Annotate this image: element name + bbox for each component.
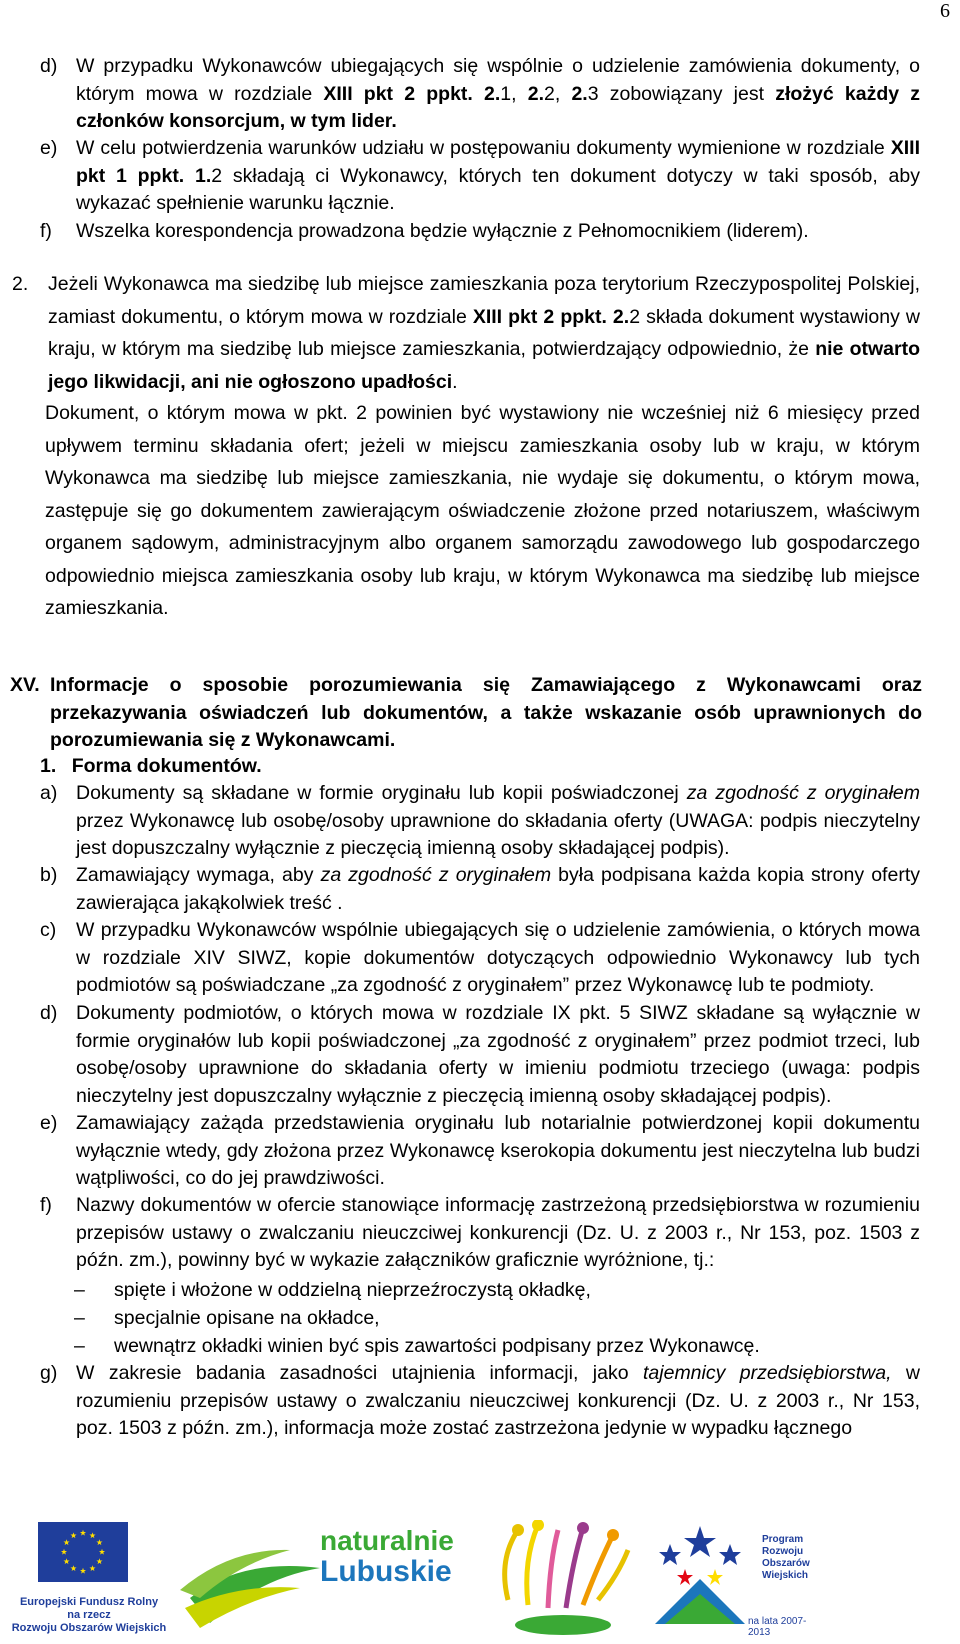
text-run: 2.	[527, 82, 544, 105]
text-run: złożyć każdy z członków konsorcjum, w tym lider.	[76, 82, 921, 132]
eu-caption-line3: Rozwoju Obszarów Wiejskich	[11, 1622, 167, 1634]
prow-stars-icon	[650, 1524, 750, 1634]
prow-line4: Wiejskich	[762, 1570, 809, 1581]
text-run: Zamawiający zażąda przedstawienia oryginału lub notarialnie potwierdzonej kopii dokumentu wyłącznie wtedy, gdy złożona przez Wykonawcę kserokopia dokumentu jest nieczytelna lub budzi wątpliwości, co do jej prawdziwości.	[76, 1112, 920, 1189]
text-run: W przypadku Wykonawców wspólnie ubiegających się o udzielenie zamówienia, o których mowa w rozdziale XIV SIWZ, kopie dokumentów dotyczących odpowiednio Wykonawcy lub tych podmiotów są poświadczane „za zgodność z oryginałem” przez Wykonawcę lub te podmioty.	[76, 919, 920, 996]
dash-marker: –	[74, 1279, 85, 1301]
forma-item-f	[40, 1192, 920, 1275]
dash-marker: –	[74, 1335, 85, 1357]
item-text	[76, 53, 920, 136]
section-title: Informacje o sposobie porozumiewania się Zamawiającego z Wykonawcami oraz przekazywania oświadczeń lub dokumentów, a także wskazanie osób uprawnionych do porozumiewania się z Wykonawcami.	[50, 674, 922, 751]
item-label: f)	[40, 1194, 52, 1216]
text-run: .	[452, 370, 458, 393]
item-text	[76, 862, 920, 917]
item-text	[76, 1000, 920, 1110]
prow-line1: Program	[762, 1534, 804, 1545]
eu-caption-line2: na rzecz	[67, 1609, 111, 1621]
forma-item-g	[40, 1360, 920, 1443]
green-swoosh-icon	[180, 1538, 330, 1628]
text-run: nie otwarto jego likwidacji, ani nie ogłoszono upadłości	[48, 338, 920, 393]
prow-years: na lata 2007-2013	[748, 1616, 807, 1638]
item-text	[76, 135, 920, 218]
dash-item	[74, 1332, 934, 1360]
forma-item-a	[40, 780, 920, 863]
text-run: 2 składa dokument wystawiony w kraju, w którym ma siedzibę lub miejsce zamieszkania, potwierdzający odpowiednio, że	[48, 305, 920, 360]
item-text	[76, 1192, 920, 1275]
eu-caption-line1: Europejski Fundusz Rolny	[19, 1596, 159, 1608]
text-run: w rozumieniu przepisów ustawy o zwalczaniu nieuczciwej konkurencji (Dz. U. z 2003 r., Nr 153, poz. 1503 z późn. zm.), informacja może zostać zastrzeżona jedynie w wypadku łącznego	[76, 1362, 921, 1439]
item-text	[76, 917, 920, 1000]
eu-flag-icon	[38, 1522, 128, 1582]
item-label: e)	[40, 137, 58, 159]
section-2-text	[48, 268, 920, 398]
text-run: za zgodność z oryginałem	[320, 864, 552, 886]
item-label: c)	[40, 919, 57, 941]
dash-item	[74, 1304, 934, 1332]
list-item-e	[40, 135, 920, 218]
item-label: d)	[40, 1002, 58, 1024]
text-run: W celu potwierdzenia warunków udziału w postępowaniu dokumenty wymienione w rozdziale	[76, 137, 891, 159]
item-label: a)	[40, 782, 58, 804]
text-run: 2 składają ci Wykonawcy, których ten dokument dotyczy w taki sposób, aby wykazać spełnienie warunku łącznie.	[76, 164, 920, 214]
text-run: W przypadku Wykonawców ubiegających się wspólnie o udzielenie zamówienia dokumenty, o którym mowa w rozdziale	[76, 55, 920, 105]
text-run: Dokumenty podmiotów, o których mowa w rozdziale IX pkt. 5 SIWZ składane są wyłącznie w formie oryginałów lub kopii poświadczonej „za zgodność z oryginałem” przez podmiot trzeci, lub osobę/osoby uprawnione do składania oferty w imieniu podmiotu trzeciego (uwaga: podpis nieczytelny jest dopuszczalny wyłącznie z pieczęcią imienną osoby składającej podpis).	[76, 1002, 920, 1107]
forma-item-c	[40, 917, 920, 1000]
section-label: XV.	[10, 674, 40, 696]
text-run: XIII pkt 2 ppkt. 2.	[323, 82, 501, 105]
item-text	[76, 1360, 920, 1443]
item-text	[76, 780, 920, 863]
dash-item	[74, 1276, 934, 1304]
item-label: b)	[40, 864, 58, 886]
section-label: 2.	[12, 273, 29, 295]
footer-logos	[0, 1520, 960, 1639]
list-item-d	[40, 53, 920, 136]
page-number: 6	[940, 0, 950, 22]
text-run: 1,	[500, 82, 528, 105]
text-run: XIII pkt 1 ppkt. 1.	[76, 137, 920, 187]
eu-logo	[8, 1520, 170, 1639]
item-label: d)	[40, 55, 58, 77]
text-run: była podpisana każda kopia strony oferty zawierająca jakąkolwiek treść .	[76, 864, 920, 914]
item-label: g)	[40, 1362, 58, 1384]
prow-logo	[650, 1520, 810, 1639]
dash-text: spięte i włożone w oddzielną nieprzeźroczystą okładkę,	[114, 1279, 591, 1301]
text-run: tajemnicy przedsiębiorstwa,	[643, 1362, 892, 1384]
text-run: 2.	[571, 82, 588, 105]
naturalnie-lubuskie-logo	[180, 1520, 480, 1639]
dash-marker: –	[74, 1307, 85, 1329]
text-run: Jeżeli Wykonawca ma siedzibę lub miejsce zamieszkania poza terytorium Rzeczypospolitej Polskiej, zamiast dokumentu, o którym mowa w rozdziale	[48, 273, 920, 328]
naturalnie-text: naturalnie	[320, 1525, 454, 1556]
prow-line3: Obszarów	[762, 1558, 810, 1569]
item-text	[76, 218, 920, 246]
lubuskie-text: Lubuskie	[320, 1555, 452, 1588]
forma-title: Forma dokumentów.	[71, 755, 262, 777]
text-run: Nazwy dokumentów w ofercie stanowiące informację zastrzeżoną przedsiębiorstwa w rozumieniu przepisów ustawy o zwalczaniu nieuczciwej konkurencji (Dz. U. z 2003 r., Nr 153, poz. 1503 z późn. zm.), powinny być w wykazie załączników graficznie wyróżnione, tj.:	[76, 1194, 920, 1271]
forma-item-e	[40, 1110, 920, 1193]
dash-text: wewnątrz okładki winien być spis zawartości podpisany przez Wykonawcę.	[114, 1335, 760, 1357]
flower-emblem-icon	[488, 1520, 638, 1639]
item-text	[76, 1110, 920, 1193]
text-run: XIII pkt 2 ppkt. 2.	[472, 305, 630, 328]
text-run: za zgodność z oryginałem	[686, 782, 921, 804]
section-xv-heading	[10, 672, 922, 755]
prow-line2: Rozwoju	[762, 1546, 804, 1557]
section-2-paragraph	[12, 397, 920, 625]
section-2	[12, 268, 920, 398]
text-run: Wszelka korespondencja prowadzona będzie wyłącznie z Pełnomocnikiem (liderem).	[76, 220, 809, 242]
forma-item-b	[40, 862, 920, 917]
dash-text: specjalnie opisane na okładce,	[114, 1307, 380, 1329]
forma-heading	[40, 753, 262, 781]
text-run: przez Wykonawcę lub osobę/osoby uprawnione do składania oferty (UWAGA: podpis nieczytelny jest dopuszczalny wyłącznie z pieczęcią imienną osoby składającej podpis).	[76, 809, 920, 859]
text-run: Zamawiający wymaga, aby	[76, 864, 321, 886]
text-run: 2,	[544, 82, 572, 105]
text-run: W zakresie badania zasadności utajnienia informacji, jako	[76, 1362, 643, 1384]
section-2-para2: Dokument, o którym mowa w pkt. 2 powinien być wystawiony nie wcześniej niż 6 miesięcy przed upływem terminu składania ofert; jeżeli w miejscu zamieszkania osoby lub w kraju, w którym Wykonawca ma siedzibę lub miejsce zamieszkania, nie wydaje się dokumentu, o którym mowa, zastępuje się go dokumentem zawierającym oświadczenie złożone przed notariuszem, właściwym organem sądowym, administracyjnym albo organem samorządu zawodowego lub gospodarczego odpowiednio miejsca zamieszkania osoby lub kraju, w którym Wykonawca ma siedzibę lub miejsce zamieszkania.	[45, 402, 920, 619]
item-label: e)	[40, 1112, 58, 1134]
text-run: 3 zobowiązany jest	[587, 82, 776, 105]
forma-item-d	[40, 1000, 920, 1110]
forma-label: 1.	[40, 755, 57, 777]
text-run: Dokumenty są składane w formie oryginału lub kopii poświadczonej	[76, 782, 687, 804]
list-item-f	[40, 218, 920, 246]
item-label: f)	[40, 220, 52, 242]
leader-emblem	[488, 1520, 638, 1639]
